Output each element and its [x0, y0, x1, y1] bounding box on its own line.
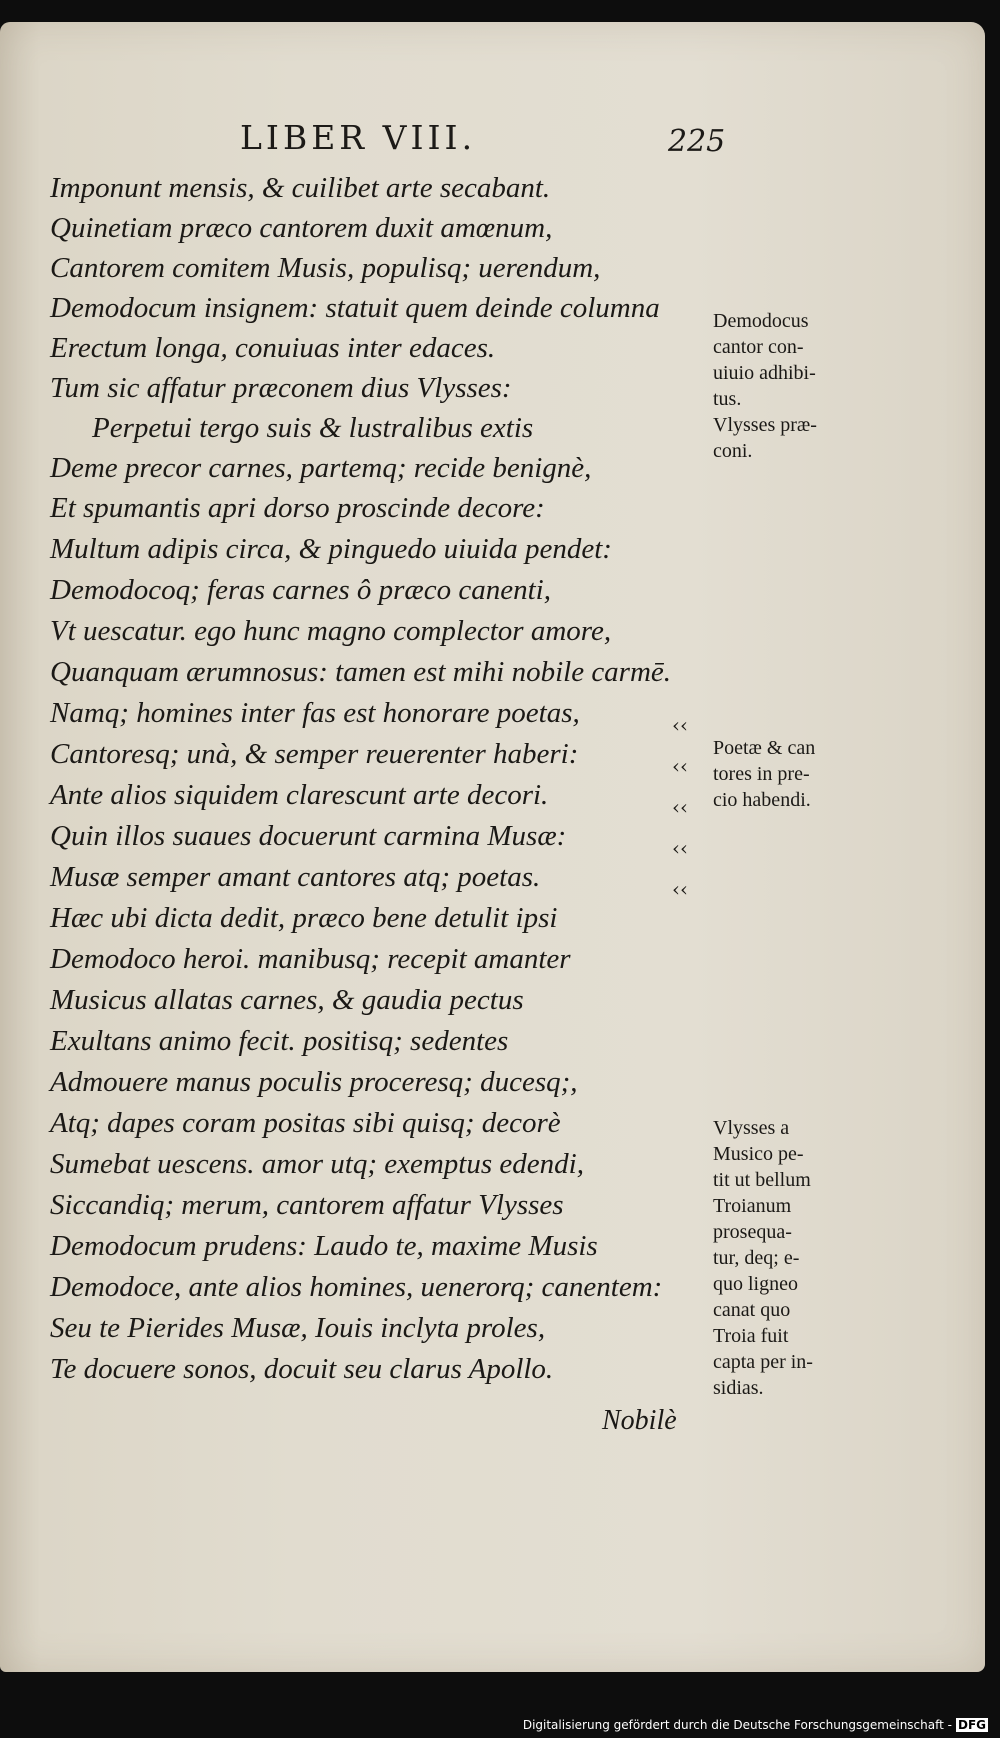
side-note-line: tus. [713, 388, 742, 410]
side-note-line: Troia fuit [713, 1325, 789, 1347]
verse-line: Musicus allatas carnes, & gaudia pectus [50, 984, 524, 1016]
verse-line: Tum sic affatur præconem dius Vlysses: [50, 372, 512, 404]
side-note-line: capta per in- [713, 1351, 813, 1373]
verse-line: Namq; homines inter fas est honorare poetas, [50, 697, 580, 729]
side-note-line: cio habendi. [713, 789, 811, 811]
verse-line: Imponunt mensis, & cuilibet arte secabant. [50, 172, 551, 204]
verse-line: Siccandiq; merum, cantorem affatur Vlysses [50, 1189, 564, 1221]
verse-line: Demodocum prudens: Laudo te, maxime Musis [50, 1230, 598, 1262]
verse-line: Et spumantis apri dorso proscinde decore: [50, 492, 545, 524]
quote-mark: ‹‹ [672, 754, 688, 778]
footer-text: Digitalisierung gefördert durch die Deutsche Forschungsgemeinschaft - [522, 1718, 952, 1732]
verse-line: Vt uescatur. ego hunc magno complector amore, [50, 615, 612, 647]
side-note-line: coni. [713, 440, 753, 462]
side-note-demodocus [713, 308, 873, 412]
verse-line: Cantoresq; unà, & semper reuerenter haberi: [50, 738, 579, 770]
side-note-line: Demodocus [713, 310, 809, 332]
side-note-vlysses-musico [713, 1115, 873, 1401]
verse-line: Quin illos suaues docuerunt carmina Musæ: [50, 820, 567, 852]
verse-line: Perpetui tergo suis & lustralibus extis [92, 412, 534, 444]
running-title: LIBER VIII. [240, 118, 477, 157]
side-note-line: quo ligneo [713, 1273, 798, 1295]
quote-mark: ‹‹ [672, 836, 688, 860]
verse-line: Demodocum insignem: statuit quem deinde columna [50, 292, 660, 324]
verse-line: Seu te Pierides Musæ, Iouis inclyta proles, [50, 1312, 546, 1344]
verse-line: Quanquam ærumnosus: tamen est mihi nobile carmē. [50, 656, 672, 688]
side-note-line: Musico pe- [713, 1143, 804, 1165]
verse-line: Hæc ubi dicta dedit, præco bene detulit ipsi [50, 902, 558, 934]
side-note-poetae [713, 735, 873, 813]
quote-mark: ‹‹ [672, 713, 688, 737]
side-note-line: uiuio adhibi- [713, 362, 816, 384]
side-note-vlysses-praeconi [713, 412, 873, 464]
side-note-line: cantor con- [713, 336, 804, 358]
verse-line: Multum adipis circa, & pinguedo uiuida pendet: [50, 533, 612, 565]
verse-line: Quinetiam præco cantorem duxit amœnum, [50, 212, 553, 244]
side-note-line: Vlysses præ- [713, 414, 817, 436]
side-note-line: tur, deq; e- [713, 1247, 800, 1269]
verse-line: Deme precor carnes, partemq; recide benignè, [50, 452, 592, 484]
side-note-line: prosequa- [713, 1221, 792, 1243]
verse-line: Ante alios siquidem clarescunt arte decori. [50, 779, 549, 811]
dfg-logo: DFG [957, 1718, 986, 1732]
side-note-line: tores in pre- [713, 763, 810, 785]
digitization-credit [523, 1718, 988, 1732]
side-note-line: Vlysses a [713, 1117, 790, 1139]
side-note-line: canat quo [713, 1299, 791, 1321]
verse-line: Demodoco heroi. manibusq; recepit amanter [50, 943, 571, 975]
side-note-line: tit ut bellum [713, 1169, 811, 1191]
verse-line: Demodocoq; feras carnes ô præco canenti, [50, 574, 551, 606]
verse-line: Sumebat uescens. amor utq; exemptus edendi, [50, 1148, 584, 1180]
side-note-line: sidias. [713, 1377, 764, 1399]
verse-line: Erectum longa, conuiuas inter edaces. [50, 332, 496, 364]
side-note-line: Poetæ & can [713, 737, 816, 759]
verse-line: Te docuere sonos, docuit seu clarus Apollo. [50, 1353, 554, 1385]
quote-mark: ‹‹ [672, 795, 688, 819]
verse-line: Exultans animo fecit. positisq; sedentes [50, 1025, 509, 1057]
verse-line: Demodoce, ante alios homines, uenerorq; canentem: [50, 1271, 663, 1303]
page-number: 225 [668, 124, 726, 159]
side-note-line: Troianum [713, 1195, 792, 1217]
quote-mark: ‹‹ [672, 877, 688, 901]
verse-line: Admouere manus poculis proceresq; ducesq;, [50, 1066, 578, 1098]
verse-line: Cantorem comitem Musis, populisq; uerendum, [50, 252, 601, 284]
verse-line: Atq; dapes coram positas sibi quisq; decorè [50, 1107, 561, 1139]
verse-line: Musæ semper amant cantores atq; poetas. [50, 861, 541, 893]
catchword: Nobilè [602, 1405, 677, 1436]
